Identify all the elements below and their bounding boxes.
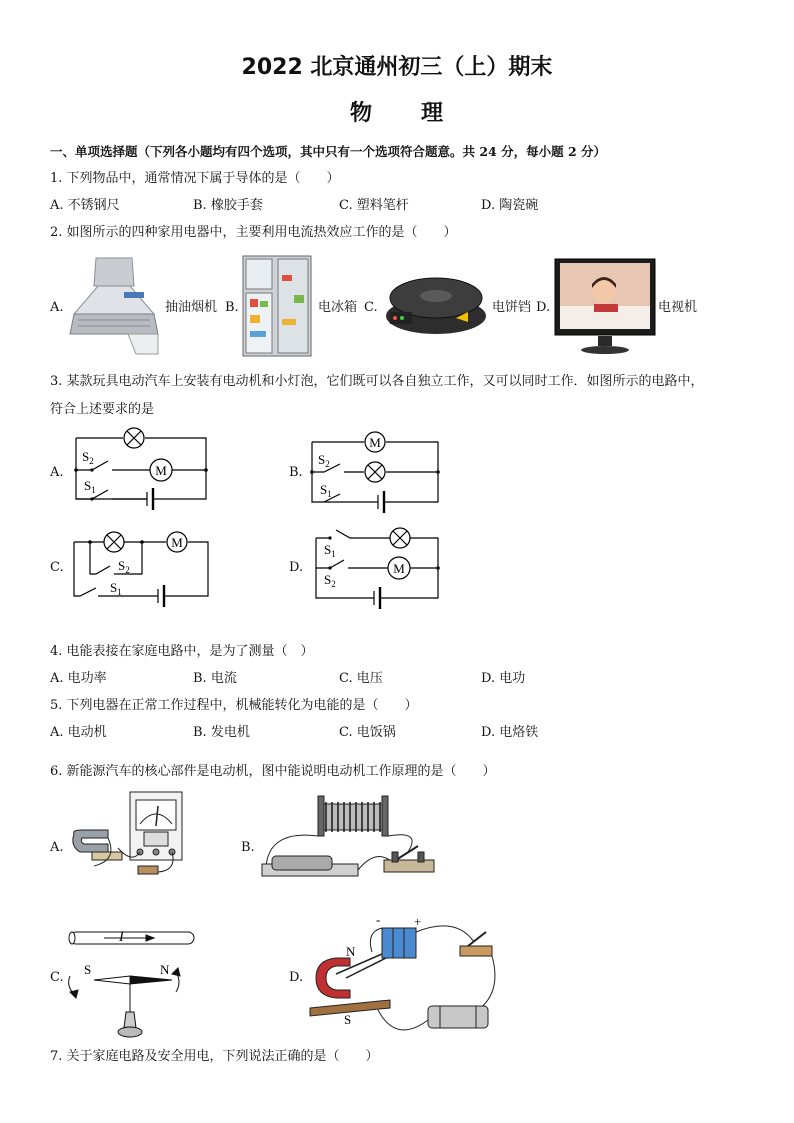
q3-letter-b: B. [289, 465, 303, 480]
refrigerator-image [242, 255, 312, 357]
current-label: I [119, 930, 124, 945]
south-pole-label: S [84, 962, 92, 977]
q1-option-b: B. 橡胶手套 [193, 198, 263, 213]
svg-text:S1: $S_1$ [324, 542, 336, 559]
q6-stem: 6. 新能源汽车的核心部件是电动机，图中能说明电动机工作原理的是（ ） [50, 764, 496, 779]
motor-label: M [155, 463, 167, 478]
q1-option-c: C. 塑料笔杆 [339, 198, 409, 213]
q5-option-d: D. 电烙铁 [481, 725, 539, 740]
range-hood-image [68, 256, 160, 356]
circuit-d [310, 526, 442, 606]
north-pole-label: N [160, 962, 170, 977]
circuit-c [70, 530, 212, 602]
q1-stem: 1. 下列物品中，通常情况下属于导体的是（ ） [50, 171, 340, 186]
q5-option-c: C. 电饭锅 [339, 725, 396, 740]
svg-text:S2: $S_2$ [318, 452, 330, 469]
q3-letter-a: A. [50, 465, 64, 480]
q3-stem-line2: 符合上述要求的是 [50, 402, 155, 417]
q4-stem: 4. 电能表接在家庭电路中，是为了测量（ ） [50, 644, 314, 659]
switch-s2-label: $S_2$ [82, 449, 94, 466]
q6-letter-b: B. [241, 840, 255, 855]
q7-stem: 7. 关于家庭电路及安全用电，下列说法正确的是（ ） [50, 1049, 379, 1064]
galvanometer-experiment [68, 790, 186, 878]
q6-letter-a: A. [50, 840, 64, 855]
q2-letter-c: C. [364, 300, 378, 315]
q4-option-d: D. 电功 [481, 671, 526, 686]
q2-label-c: 电饼铛 [492, 300, 532, 315]
q4-option-b: B. 电流 [193, 671, 237, 686]
q2-letter-a: A. [50, 300, 64, 315]
q3-stem-line1: 3. 某款玩具电动汽车上安装有电动机和小灯泡，它们既可以各自独立工作，又可以同时工作．如图所示的电路中， [50, 374, 704, 389]
q4-option-a: A. 电功率 [50, 671, 107, 686]
q2-label-a: 抽油烟机 [165, 300, 218, 315]
q5-stem: 5. 下列电器在正常工作过程中，机械能转化为电能的是（ ） [50, 698, 418, 713]
minus-terminal-label: - [376, 912, 381, 927]
south-pole-label-d: S [344, 1012, 352, 1027]
television-image [554, 258, 656, 356]
q3-letter-c: C. [50, 560, 64, 575]
svg-text:M: M [393, 561, 405, 576]
circuit-a [70, 428, 210, 508]
q5-option-a: A. 电动机 [50, 725, 107, 740]
svg-text:S1: $S_1$ [110, 580, 122, 597]
svg-text:S1: $S_1$ [320, 482, 332, 499]
svg-text:S2: $S_2$ [118, 558, 130, 575]
q2-label-b: 电冰箱 [318, 300, 358, 315]
svg-text:S2: $S_2$ [324, 572, 336, 589]
page-title: 2022 北京通州初三（上）期末 [241, 55, 553, 80]
svg-text:M: M [369, 435, 381, 450]
q6-letter-d: D. [289, 970, 304, 985]
section-heading: 一、单项选择题（下列各小题均有四个选项，其中只有一个选项符合题意。共 24 分，每小题 2 分） [50, 144, 607, 159]
subject-char-1: 物 [349, 100, 373, 126]
q2-label-d: 电视机 [658, 300, 698, 315]
q1-option-a: A. 不锈钢尺 [50, 198, 120, 213]
subject-char-2: 理 [421, 100, 445, 126]
svg-text:M: M [171, 535, 183, 550]
q5-option-b: B. 发电机 [193, 725, 250, 740]
oersted-experiment [64, 920, 200, 1042]
north-pole-label-d: N [346, 944, 356, 959]
subject-title [0, 96, 794, 127]
q2-letter-d: D. [536, 300, 551, 315]
griddle-image [380, 272, 488, 336]
q3-letter-d: D. [289, 560, 304, 575]
circuit-b [308, 432, 442, 508]
q1-option-d: D. 陶瓷碗 [481, 198, 539, 213]
q2-stem: 2. 如图所示的四种家用电器中，主要利用电流热效应工作的是（ ） [50, 225, 457, 240]
q4-option-c: C. 电压 [339, 671, 383, 686]
plus-terminal-label: + [414, 914, 422, 929]
q2-letter-b: B. [225, 300, 239, 315]
electromagnet-experiment [258, 790, 442, 882]
switch-s1-label: $S_1$ [84, 478, 96, 495]
q6-letter-c: C. [50, 970, 64, 985]
motor-principle-experiment [306, 912, 502, 1042]
